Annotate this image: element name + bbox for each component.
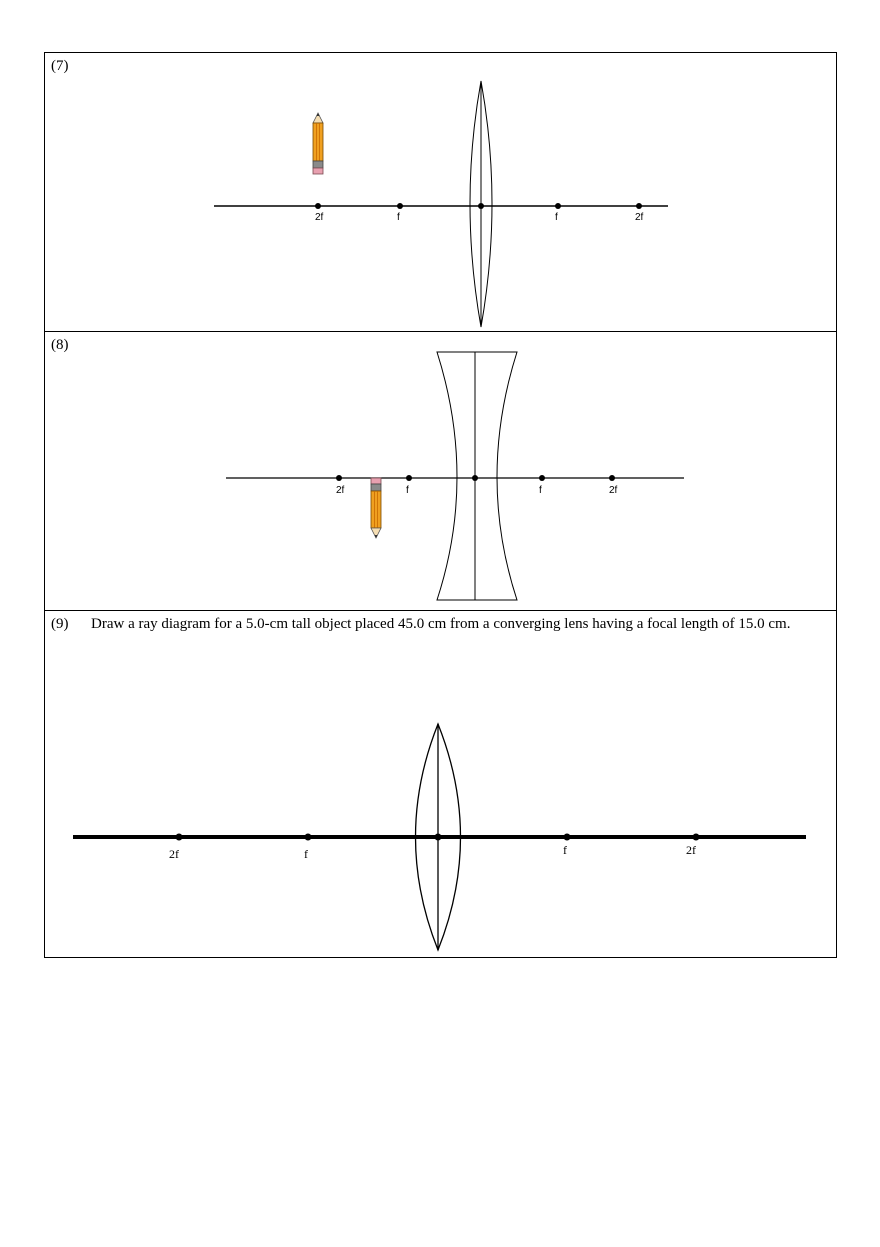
pencil-body bbox=[371, 491, 381, 528]
label-f-right: f bbox=[563, 843, 567, 857]
problem-9-panel bbox=[44, 610, 837, 958]
pencil-ferrule bbox=[313, 161, 323, 168]
converging-lens-diagram-7 bbox=[45, 53, 838, 333]
optical-center bbox=[478, 203, 484, 209]
label-2f-left: 2f bbox=[169, 847, 179, 861]
problem-9-question: Draw a ray diagram for a 5.0-cm tall object placed 45.0 cm from a converging lens having a focal length of 15.0 cm. bbox=[91, 616, 791, 632]
label-2f-right: 2f bbox=[609, 485, 618, 496]
focal-point-f-left bbox=[305, 834, 312, 841]
optical-center bbox=[472, 475, 478, 481]
problem-8-panel bbox=[44, 331, 837, 611]
label-2f-left: 2f bbox=[315, 212, 324, 223]
label-2f-right: 2f bbox=[635, 212, 644, 223]
problem-number: (7) bbox=[51, 58, 69, 74]
focal-point-f-left bbox=[406, 475, 412, 481]
label-2f-left: 2f bbox=[336, 485, 345, 496]
focal-point-2f-left bbox=[315, 203, 321, 209]
problem-number: (9) bbox=[51, 616, 69, 632]
focal-point-f-right bbox=[555, 203, 561, 209]
label-f-left: f bbox=[397, 212, 400, 223]
label-2f-right: 2f bbox=[686, 843, 696, 857]
label-f-right: f bbox=[555, 212, 558, 223]
pencil-object-upright bbox=[313, 113, 323, 174]
focal-point-2f-right bbox=[636, 203, 642, 209]
pencil-ferrule bbox=[371, 484, 381, 491]
problem-7-panel bbox=[44, 52, 837, 332]
focal-point-2f-right bbox=[693, 834, 700, 841]
focal-point-2f-right bbox=[609, 475, 615, 481]
pencil-object-inverted bbox=[371, 478, 381, 538]
optical-center bbox=[435, 834, 442, 841]
focal-point-2f-left bbox=[336, 475, 342, 481]
pencil-eraser bbox=[313, 168, 323, 174]
diverging-lens-diagram-8 bbox=[45, 332, 838, 612]
focal-point-f-right bbox=[564, 834, 571, 841]
pencil-body bbox=[313, 123, 323, 161]
focal-point-f-left bbox=[397, 203, 403, 209]
label-f-right: f bbox=[539, 485, 542, 496]
label-f-left: f bbox=[406, 485, 409, 496]
converging-lens-diagram-9 bbox=[45, 611, 838, 959]
focal-point-f-right bbox=[539, 475, 545, 481]
label-f-left: f bbox=[304, 847, 308, 861]
focal-point-2f-left bbox=[176, 834, 183, 841]
problem-number: (8) bbox=[51, 337, 69, 353]
pencil-eraser bbox=[371, 478, 381, 484]
